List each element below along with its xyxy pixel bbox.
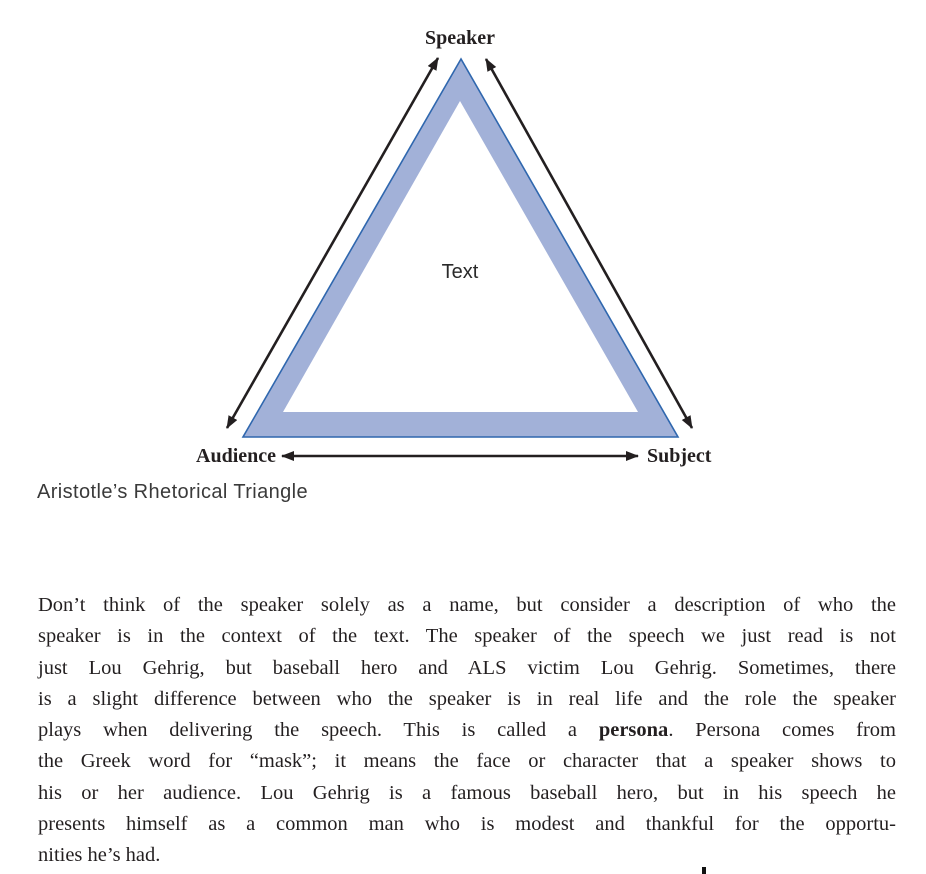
text-center-label: Text — [441, 261, 479, 283]
paragraph-line: speaker is in the context of the text. The speaker of the speech we just read is not — [38, 625, 896, 648]
body-paragraph — [38, 590, 896, 872]
stray-mark — [702, 867, 706, 874]
paragraph-line-segment: . Persona comes from — [668, 719, 896, 742]
triangle-inner-shape — [283, 101, 638, 412]
paragraph-line: nities he’s had. — [38, 844, 161, 867]
paragraph-line: is a slight difference between who the speaker is in real life and the role the speaker — [38, 687, 896, 710]
paragraph-line: his or her audience. Lou Gehrig is a famous baseball hero, but in his speech he — [38, 781, 896, 804]
paragraph-line: just Lou Gehrig, but baseball hero and ALS victim Lou Gehrig. Sometimes, there — [38, 656, 896, 679]
subject-vertex-label: Subject — [647, 445, 712, 467]
paragraph-line: presents himself as a common man who is modest and thankful for the opportu- — [38, 813, 896, 836]
persona-bold-term: persona — [598, 719, 669, 742]
paragraph-line: the Greek word for “mask”; it means the face or character that a speaker shows to — [38, 750, 896, 773]
paragraph-line-segment: plays when delivering the speech. This is called a — [38, 719, 599, 742]
paragraph-line — [38, 715, 896, 746]
figure-caption: Aristotle’s Rhetorical Triangle — [37, 481, 309, 503]
paragraph-line: Don’t think of the speaker solely as a name, but consider a description of who the — [38, 594, 896, 616]
audience-vertex-label: Audience — [196, 445, 276, 467]
speaker-vertex-label: Speaker — [425, 27, 495, 49]
